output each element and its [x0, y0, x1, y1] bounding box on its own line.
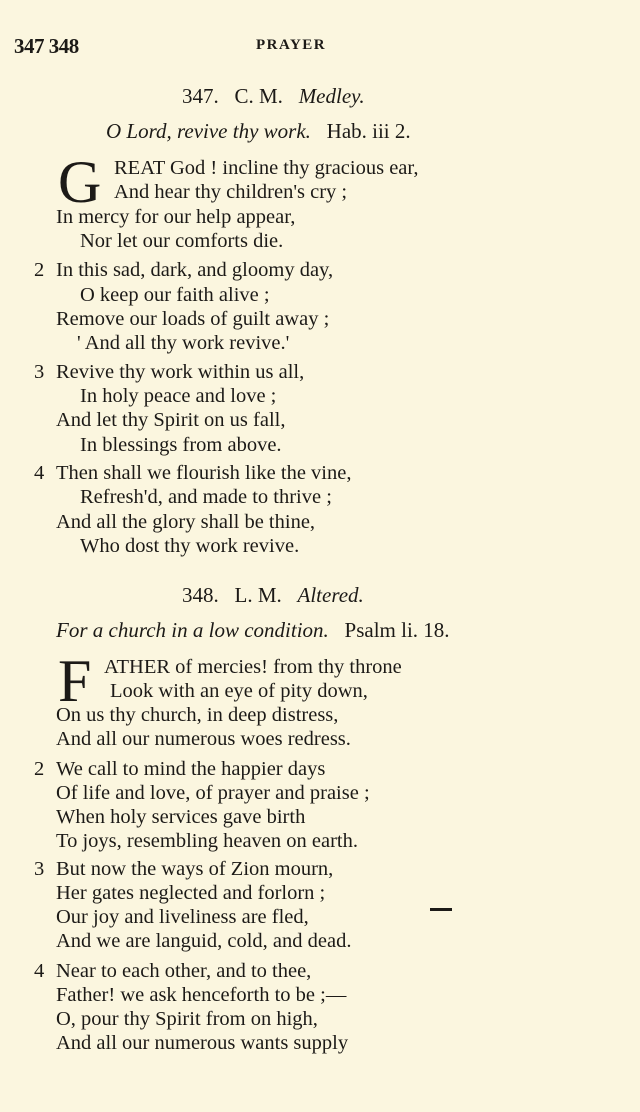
verse-line: Then shall we flourish like the vine, — [56, 462, 352, 484]
hymn-tune: Altered. — [297, 583, 364, 607]
drop-cap: F — [58, 648, 92, 714]
verse-line: Father! we ask henceforth to be ;— — [56, 984, 347, 1006]
verse-number: 2 — [34, 259, 45, 281]
verse-line: And hear thy children's cry ; — [114, 181, 348, 203]
running-head-title: PRAYER — [256, 37, 327, 53]
verse-number: 2 — [34, 758, 45, 780]
verse-line: Who dost thy work revive. — [80, 535, 300, 557]
verse-line: O, pour thy Spirit from on high, — [56, 1008, 318, 1030]
verse-line: Look with an eye of pity down, — [110, 680, 368, 702]
hymn-347-scripture — [106, 119, 411, 144]
hymn-number: 348. — [182, 583, 219, 607]
scripture-text: For a church in a low condition. — [56, 618, 329, 642]
verse-line: Her gates neglected and forlorn ; — [56, 882, 326, 904]
verse-number: 4 — [34, 462, 45, 484]
hymn-348-heading — [182, 583, 364, 608]
hymn-tune: Medley. — [298, 84, 365, 108]
verse-line: Of life and love, of prayer and praise ; — [56, 782, 370, 804]
verse-number: 3 — [34, 361, 45, 383]
verse-line: In blessings from above. — [80, 434, 282, 456]
hymn-meter: C. M. — [234, 84, 283, 108]
verse-line: And let thy Spirit on us fall, — [56, 409, 286, 431]
running-head-numbers: 347 348 — [14, 34, 79, 58]
hymn-347-heading — [182, 84, 365, 109]
verse-line: On us thy church, in deep distress, — [56, 704, 339, 726]
scripture-ref: Psalm li. 18. — [344, 618, 450, 642]
verse-line: Near to each other, and to thee, — [56, 960, 312, 982]
verse-line: In this sad, dark, and gloomy day, — [56, 259, 334, 281]
hymn-348-scripture — [56, 618, 450, 643]
verse-line: Nor let our comforts die. — [80, 230, 284, 252]
verse-line: And all our numerous woes redress. — [56, 728, 351, 750]
verse-line: ATHER of mercies! from thy throne — [104, 656, 402, 678]
verse-line: Revive thy work within us all, — [56, 361, 305, 383]
verse-line: REAT God ! incline thy gracious ear, — [114, 157, 419, 179]
verse-line: O keep our faith alive ; — [80, 284, 270, 306]
verse-line: And all our numerous wants supply — [56, 1032, 349, 1054]
verse-number: 4 — [34, 960, 45, 982]
hymn-number: 347. — [182, 84, 219, 108]
hymn-meter: L. M. — [234, 583, 282, 607]
verse-line: In holy peace and love ; — [80, 385, 277, 407]
verse-line: Remove our loads of guilt away ; — [56, 308, 330, 330]
verse-line: We call to mind the happier days — [56, 758, 326, 780]
verse-line: And we are languid, cold, and dead. — [56, 930, 352, 952]
scripture-ref: Hab. iii 2. — [326, 119, 411, 143]
verse-line: In mercy for our help appear, — [56, 206, 296, 228]
verse-line: When holy services gave birth — [56, 806, 306, 828]
scripture-text: O Lord, revive thy work. — [106, 119, 311, 143]
verse-line: Our joy and liveliness are fled, — [56, 906, 309, 928]
verse-line: Refresh'd, and made to thrive ; — [80, 486, 332, 508]
verse-line: And all the glory shall be thine, — [56, 511, 316, 533]
verse-line: To joys, resembling heaven on earth. — [56, 830, 358, 852]
verse-number: 3 — [34, 858, 45, 880]
verse-line: But now the ways of Zion mourn, — [56, 858, 334, 880]
verse-line: ' And all thy work revive.' — [77, 332, 290, 354]
drop-cap: G — [58, 149, 102, 215]
printer-mark — [430, 908, 452, 911]
